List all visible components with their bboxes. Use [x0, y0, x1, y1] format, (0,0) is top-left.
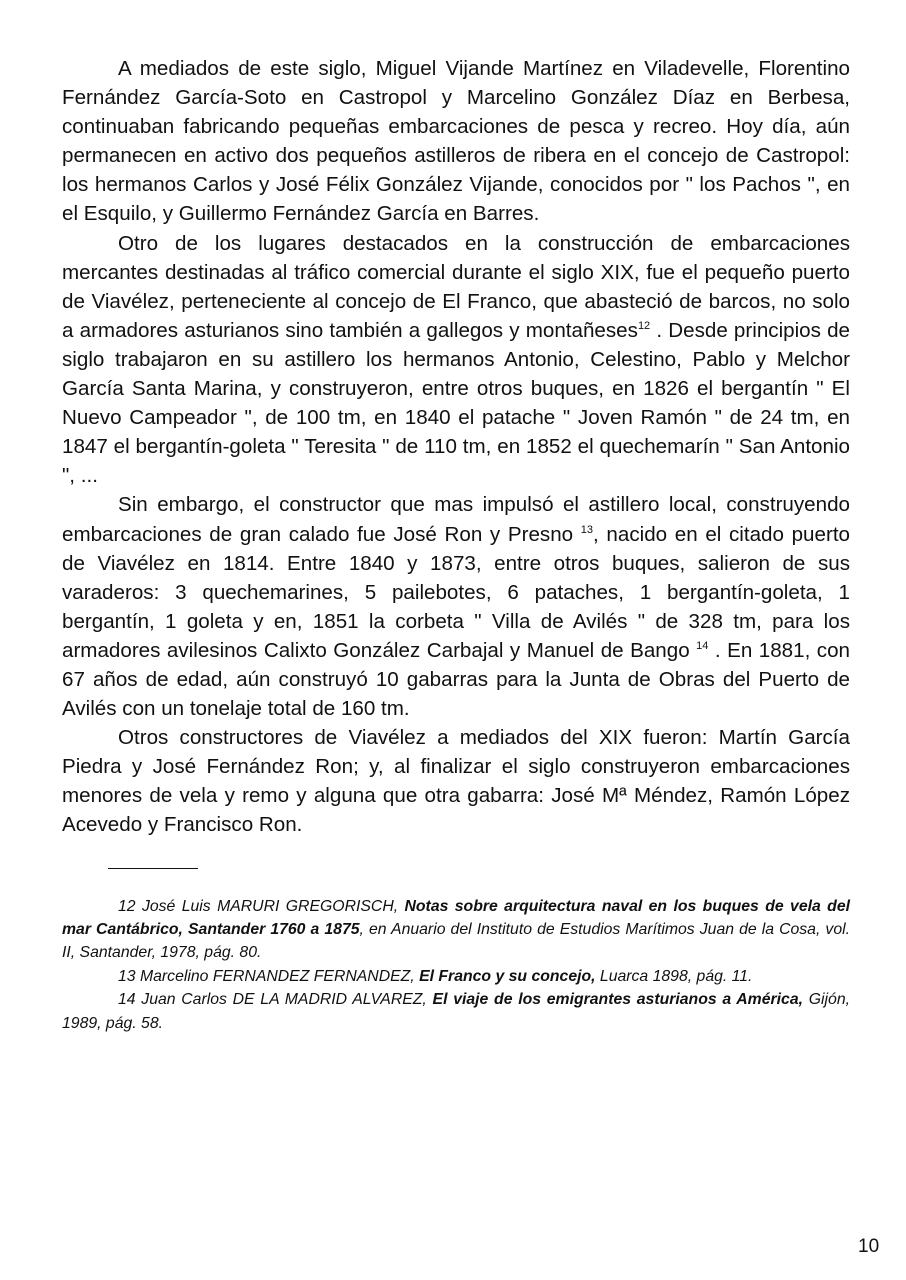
paragraph-3: [62, 490, 850, 723]
footnote-ref-12: 12: [637, 319, 651, 332]
paragraph-3-text-c: . En 1881, con 67 años de edad, aún construyó 10 gabarras para la Junta de Obras del Puerto de Avilés con un tonelaje total de 160 tm.: [62, 638, 850, 721]
footnote-14-title: El viaje de los emigrantes asturianos a América,: [432, 991, 804, 1009]
paragraph-2: [62, 229, 850, 491]
footnote-14-details: Gijón, 1989, pág. 58.: [62, 991, 851, 1032]
footnote-12-details: , en Anuario del Instituto de Estudios Marítimos Juan de la Cosa, vol. II, Santander, 1978, pág. 80.: [62, 920, 851, 962]
footnote-separator: [108, 868, 198, 869]
footnote-13: [62, 965, 850, 988]
footnote-12-author: 12 José Luis MARURI GREGORISCH,: [118, 897, 405, 915]
paragraph-3-text-b: , nacido en el citado puerto de Viavélez en 1814. Entre 1840 y 1873, entre otros buques, salieron de sus varaderos: 3 quechemarines, 5 pailebotes, 6 pataches, 1 bergantín-goleta, 1 bergantín, 1 goleta y en, 1851 la corbeta " Villa de Avilés " de 328 tm, para los armadores avilesinos Calixto González Carbajal y Manuel de Bango: [62, 522, 850, 662]
footnote-13-title: El Franco y su concejo,: [419, 967, 596, 985]
paragraph-2-text-a: Otro de los lugares destacados en la construcción de embarcaciones mercantes destinadas al tráfico comercial durante el siglo XIX, fue el pequeño puerto de Viavélez, perteneciente al concejo de El Franco, que abasteció de barcos, no solo a armadores asturianos sino también a gallegos y montañeses: [62, 231, 850, 342]
paragraph-3-text-a: Sin embargo, el constructor que mas impulsó el astillero local, construyendo embarcaciones de gran calado fue José Ron y Presno: [62, 493, 850, 546]
footnote-12: [62, 895, 850, 965]
page-number: 10: [858, 1236, 880, 1257]
footnote-ref-14: 14: [696, 640, 709, 653]
footnote-ref-13: 13: [580, 523, 594, 536]
paragraph-1: A mediados de este siglo, Miguel Vijande Martínez en Viladevelle, Florentino Fernández García-Soto en Castropol y Marcelino González Díaz en Berbesa, continuaban fabricando pequeñas embarcaciones de pesca y recreo. Hoy día, aún permanecen en activo dos pequeños astilleros de ribera en el concejo de Castropol: los hermanos Carlos y José Félix González Vijande, conocidos por " los Pachos ", en el Esquilo, y Guillermo Fernández García en Barres.: [62, 57, 850, 226]
footnote-14: [62, 988, 850, 1035]
footnote-13-details: Luarca 1898, pág. 11.: [595, 967, 753, 985]
page-content: [62, 54, 850, 1035]
footnotes: [62, 895, 850, 1035]
footnote-12-title: Notas sobre arquitectura naval en los buques de vela del mar Cantábrico, Santander 1760 a 1875: [62, 897, 850, 938]
paragraph-2-text-b: . Desde principios de siglo trabajaron en su astillero los hermanos Antonio, Celestino, Pablo y Melchor García Santa Marina, y construyeron, entre otros buques, en 1826 el bergantín " El Nuevo Campeador ", de 100 tm, en 1840 el patache " Joven Ramón " de 24 tm, en 1847 el bergantín-goleta " Teresita " de 110 tm, en 1852 el quechemarín " San Antonio ", ...: [62, 318, 850, 488]
footnote-13-author: 13 Marcelino FERNANDEZ FERNANDEZ,: [118, 967, 420, 985]
footnote-14-author: 14 Juan Carlos DE LA MADRID ALVAREZ,: [118, 991, 433, 1009]
paragraph-4: Otros constructores de Viavélez a mediados del XIX fueron: Martín García Piedra y José Fernández Ron; y, al finalizar el siglo construyeron embarcaciones menores de vela y remo y alguna que otra gabarra: José Mª Méndez, Ramón López Acevedo y Francisco Ron.: [62, 726, 850, 837]
